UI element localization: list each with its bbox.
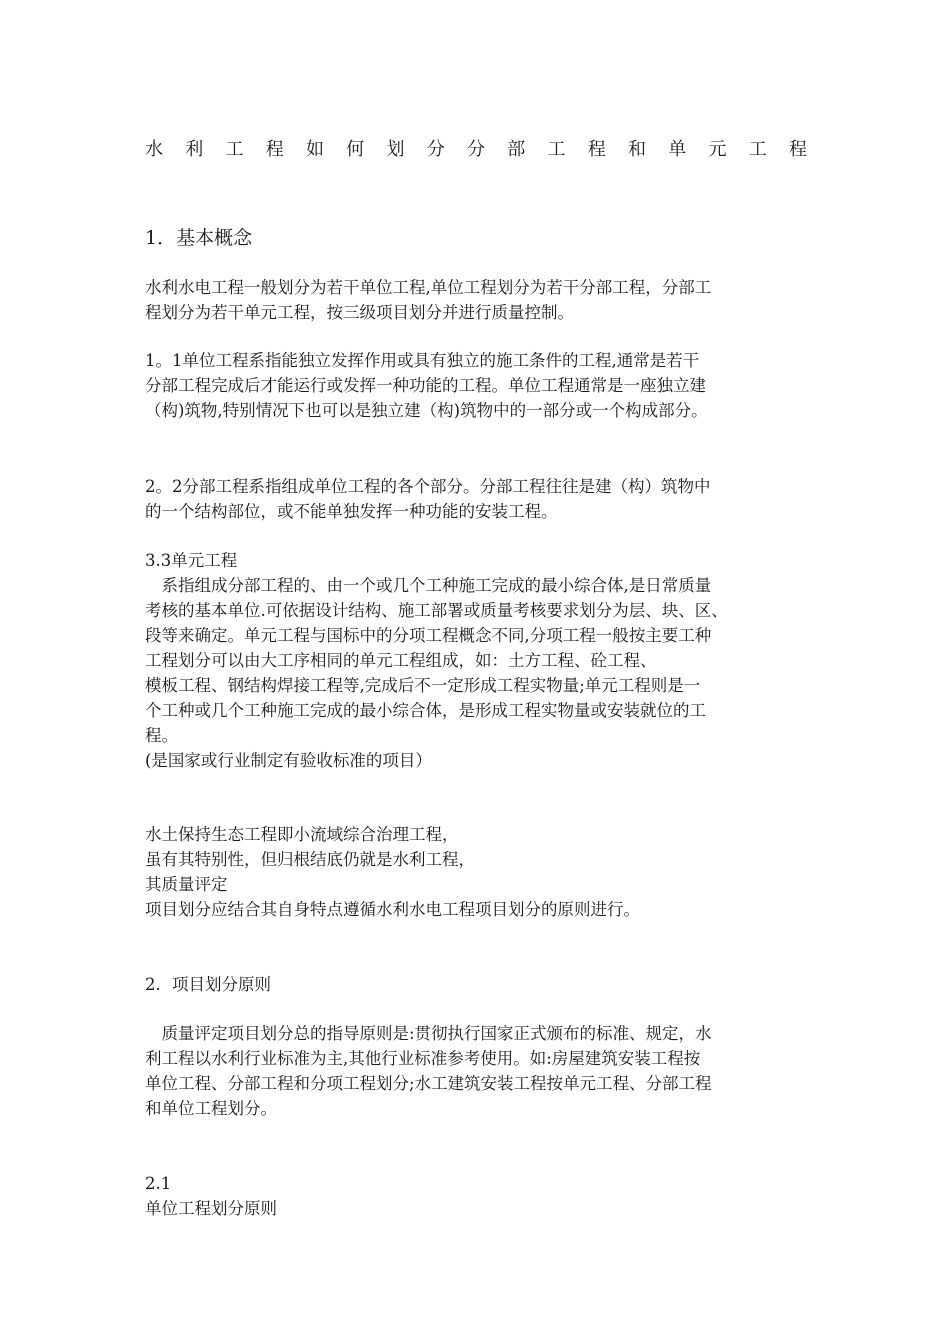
- section-heading-basic-concepts: 1．基本概念: [145, 227, 253, 249]
- title-char: 工: [748, 139, 767, 160]
- title-char: 程: [789, 139, 807, 160]
- subheading-unit-project: 3.3单元工程: [145, 551, 238, 570]
- paragraph-line: 考核的基本单位.可依据设计结构、施工部署或质量考核要求划分为层、块、区、: [145, 601, 728, 620]
- title-char: 程: [265, 139, 284, 160]
- paragraph-line: 单位工程、分部工程和分项工程划分;水工建筑安装工程按单元工程、分部工程: [145, 1074, 712, 1093]
- paragraph-line: 系指组成分部工程的、由一个或几个工种施工完成的最小综合体,是日常质量: [145, 576, 712, 595]
- title-char: 和: [628, 139, 646, 160]
- subheading-number: 2.1: [145, 1174, 172, 1193]
- paragraph-line: 工程划分可以由大工序相同的单元工程组成，如：土方工程、砼工程、: [145, 651, 657, 670]
- title-char: 利: [185, 139, 204, 160]
- paragraph-line: 个工种或几个工种施工完成的最小综合体，是形成工程实物量或安装就位的工: [145, 701, 706, 720]
- title-char: 工: [225, 139, 244, 160]
- title-char: 分: [467, 139, 485, 160]
- paragraph-line: 程。: [145, 726, 178, 745]
- paragraph-line: 分部工程完成后才能运行或发挥一种功能的工程。单位工程通常是一座独立建: [145, 376, 706, 395]
- paragraph-line: 其质量评定: [145, 875, 228, 894]
- title-char: 何: [346, 139, 365, 160]
- paragraph-line: 虽有其特别性，但归根结底仍就是水利工程，: [145, 850, 475, 869]
- title-char: 元: [708, 139, 727, 160]
- document-title: [145, 136, 807, 164]
- paragraph-line: 1。1单位工程系指能独立发挥作用或具有独立的施工条件的工程,通常是若干: [145, 351, 700, 370]
- title-char: 分: [426, 139, 445, 160]
- title-char: 划: [386, 139, 405, 160]
- title-char: 如: [306, 139, 324, 160]
- paragraph-line: (是国家或行业制定有验收标准的项目）: [145, 751, 432, 770]
- paragraph-line: 2。2分部工程系指组成单位工程的各个部分。分部工程往往是建（构）筑物中: [145, 477, 711, 496]
- paragraph-line: 利工程以水利行业标准为主,其他行业标准参考使用。如:房屋建筑安装工程按: [145, 1049, 701, 1068]
- title-char: 工: [547, 139, 566, 160]
- title-char: 水: [145, 139, 163, 160]
- paragraph-line: 和单位工程划分。: [145, 1099, 277, 1118]
- title-char: 部: [507, 139, 526, 160]
- paragraph-line: 段等来确定。单元工程与国标中的分项工程概念不同,分项工程一般按主要工种: [145, 626, 712, 645]
- title-char: 程: [587, 139, 606, 160]
- paragraph-line: （构)筑物,特别情况下也可以是独立建（构)筑物中的一部分或一个构成部分。: [145, 401, 708, 420]
- paragraph-line: 水利水电工程一般划分为若干单位工程,单位工程划分为若干分部工程，分部工: [145, 278, 712, 297]
- paragraph-line: 质量评定项目划分总的指导原则是:贯彻执行国家正式颁布的标准、规定，水: [145, 1024, 712, 1043]
- paragraph-line: 项目划分应结合其自身特点遵循水利水电工程项目划分的原则进行。: [145, 900, 640, 919]
- paragraph-line: 程划分为若干单元工程，按三级项目划分并进行质量控制。: [145, 303, 574, 322]
- title-char: 单: [668, 139, 687, 160]
- section-heading-division-principles: 2．项目划分原则: [145, 975, 271, 994]
- paragraph-line: 模板工程、钢结构焊接工程等,完成后不一定形成工程实物量;单元工程则是一: [145, 676, 701, 695]
- paragraph-line: 的一个结构部位，或不能单独发挥一种功能的安装工程。: [145, 502, 558, 521]
- subheading-unit-division-principle: 单位工程划分原则: [145, 1199, 277, 1218]
- paragraph-line: 水土保持生态工程即小流域综合治理工程，: [145, 825, 459, 844]
